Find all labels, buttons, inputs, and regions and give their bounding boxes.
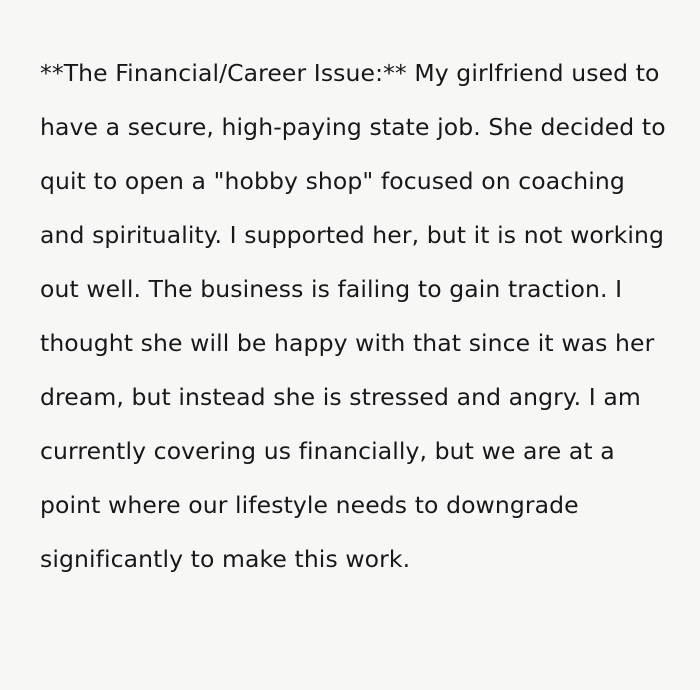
document-paragraph: **The Financial/Career Issue:** My girlfriend used to have a secure, high-paying state job. She decided to quit to open a "hobby shop" focused on coaching and spirituality. I supported her, but it is not working out well. The business is failing to gain traction. I thought she will be happy with that since it was her dream, but instead she is stressed and angry. I am currently covering us financially, but we are at a point where our lifestyle needs to downgrade significantly to make this work. xyxy=(40,58,674,573)
